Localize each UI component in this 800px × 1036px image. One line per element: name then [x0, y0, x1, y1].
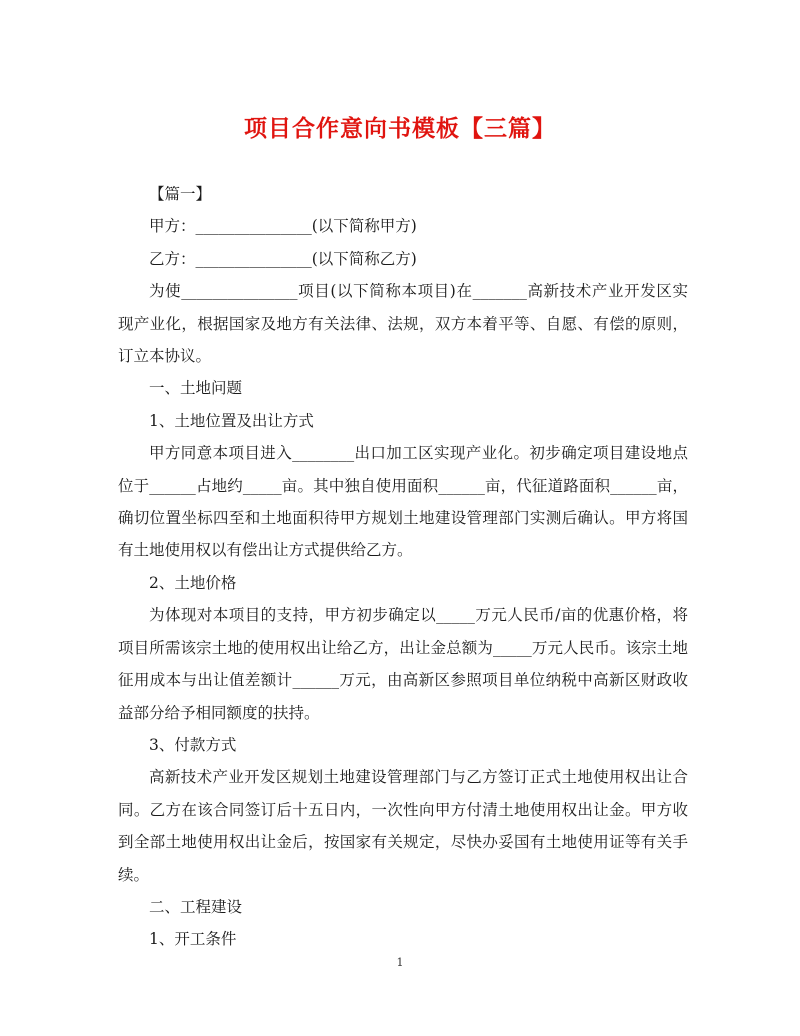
subheading-price: 2、土地价格: [149, 573, 237, 592]
document-body: [118, 178, 688, 956]
paragraph-payment: 高新技术产业开发区规划土地建设管理部门与乙方签订正式土地使用权出让合同。乙方在该合同签订后十五日内，一次性向甲方付清土地使用权出让金。甲方收到全部土地使用权出让金后，按国家有关规定，尽快办妥国有土地使用证等有关手续。: [118, 768, 688, 884]
heading-land: 一、土地问题: [149, 379, 243, 398]
page-number: 1: [396, 956, 404, 969]
paragraph-location: 甲方同意本项目进入________出口加工区实现产业化。初步确定项目建设地点位于______占地约_____亩。其中独自使用面积______亩，代征道路面积______亩，确切位置坐标四至和土地面积待甲方规划土地建设管理部门实测后确认。甲方将国有土地使用权以有偿出让方式提供给乙方。: [118, 444, 688, 560]
party-b-line: 乙方：_______________(以下简称乙方): [149, 249, 417, 268]
party-a-line: 甲方：_______________(以下简称甲方): [149, 217, 417, 236]
subheading-payment: 3、付款方式: [149, 735, 237, 754]
heading-construction: 二、工程建设: [149, 897, 243, 916]
intro-paragraph: 为使_______________项目(以下简称本项目)在_______高新技术产业开发区实现产业化，根据国家及地方有关法律、法规，双方本着平等、自愿、有偿的原则，订立本协议。: [118, 282, 688, 366]
document-title: 项目合作意向书模板【三篇】: [244, 116, 556, 142]
subheading-start-conditions: 1、开工条件: [149, 930, 237, 949]
paragraph-price: 为体现对本项目的支持，甲方初步确定以_____万元人民币/亩的优惠价格，将项目所需该宗土地的使用权出让给乙方，出让金总额为_____万元人民币。该宗土地征用成本与出让值差额计______万元，由高新区参照项目单位纳税中高新区财政收益部分给予相同额度的扶持。: [118, 606, 688, 722]
subheading-location: 1、土地位置及出让方式: [149, 411, 314, 430]
section-heading: 【篇一】: [149, 185, 212, 203]
